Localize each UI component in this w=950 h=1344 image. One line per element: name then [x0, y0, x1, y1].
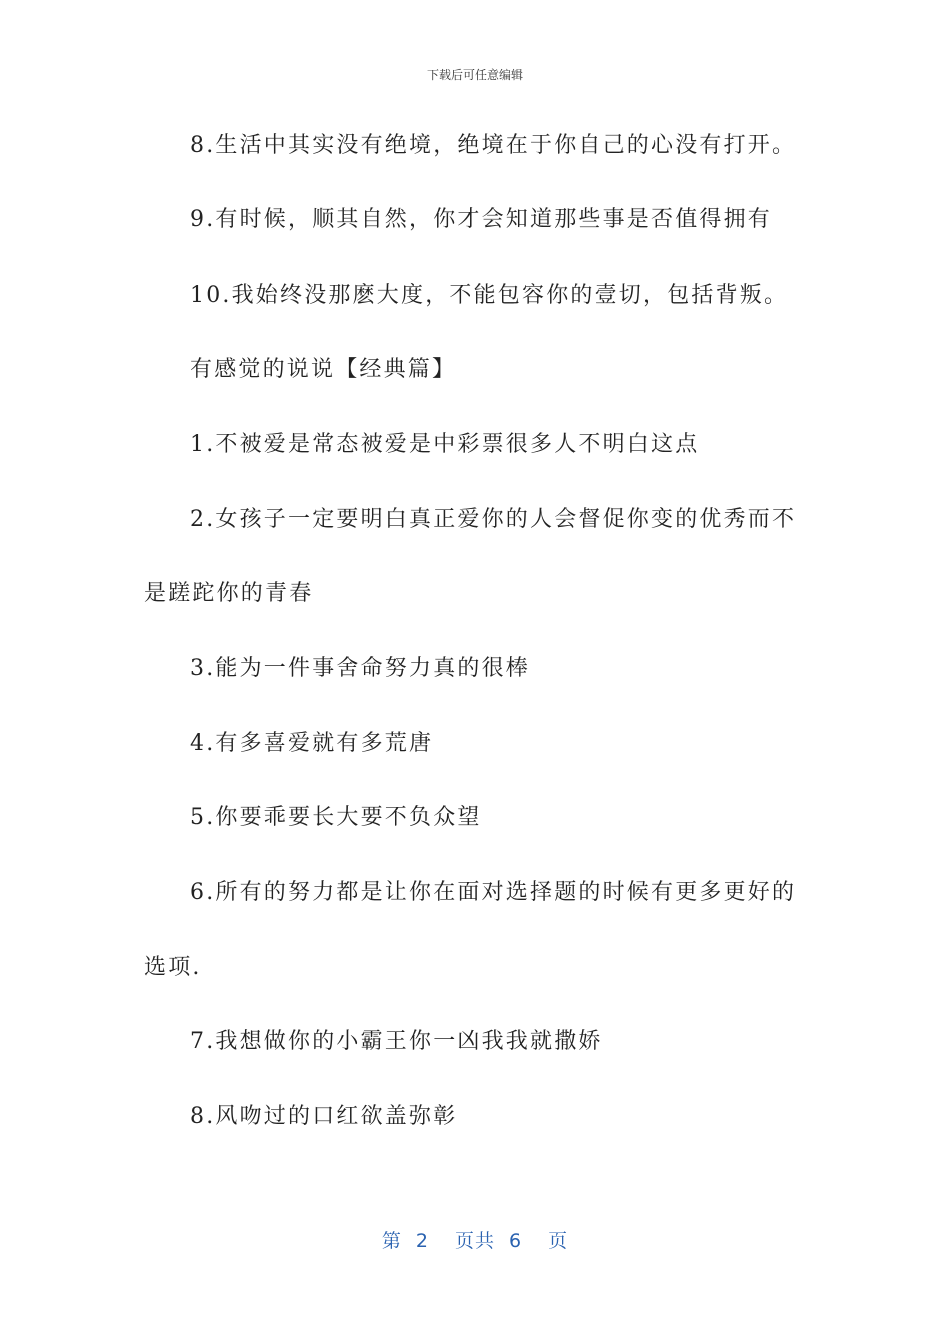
footer-page-suffix: 页共 — [454, 1230, 495, 1252]
footer-total-pages: 6 — [509, 1230, 523, 1252]
paragraph-line: 9.有时候，顺其自然，你才会知道那些事是否值得拥有 — [190, 207, 772, 232]
paragraph-line: 2.女孩子一定要明白真正爱你的人会督促你变的优秀而不 — [190, 507, 797, 532]
paragraph-line: 1.不被爱是常态被爱是中彩票很多人不明白这点 — [190, 432, 700, 457]
page-footer — [0, 1226, 950, 1253]
footer-page-number: 2 — [415, 1230, 429, 1252]
paragraph-line: 7.我想做你的小霸王你一凶我我就撒娇 — [190, 1029, 603, 1054]
paragraph-line: 10.我始终没那麽大度，不能包容你的壹切，包括背叛。 — [190, 283, 789, 308]
paragraph-continuation: 选项. — [144, 955, 202, 980]
section-heading: 有感觉的说说【经典篇】 — [190, 357, 457, 382]
paragraph-line: 8.生活中其实没有绝境，绝境在于你自己的心没有打开。 — [190, 133, 797, 158]
paragraph-line: 6.所有的努力都是让你在面对选择题的时候有更多更好的 — [190, 880, 797, 905]
footer-total-suffix: 页 — [548, 1230, 569, 1252]
paragraph-line: 3.能为一件事舍命努力真的很棒 — [190, 656, 530, 681]
paragraph-line: 8.风吻过的口红欲盖弥彰 — [190, 1104, 458, 1129]
footer-page-word: 第 — [381, 1230, 402, 1252]
paragraph-continuation: 是蹉跎你的青春 — [144, 581, 314, 606]
paragraph-line: 5.你要乖要长大要不负众望 — [190, 805, 482, 830]
paragraph-line: 4.有多喜爱就有多荒唐 — [190, 731, 434, 756]
page-header: 下载后可任意编辑 — [426, 68, 523, 82]
